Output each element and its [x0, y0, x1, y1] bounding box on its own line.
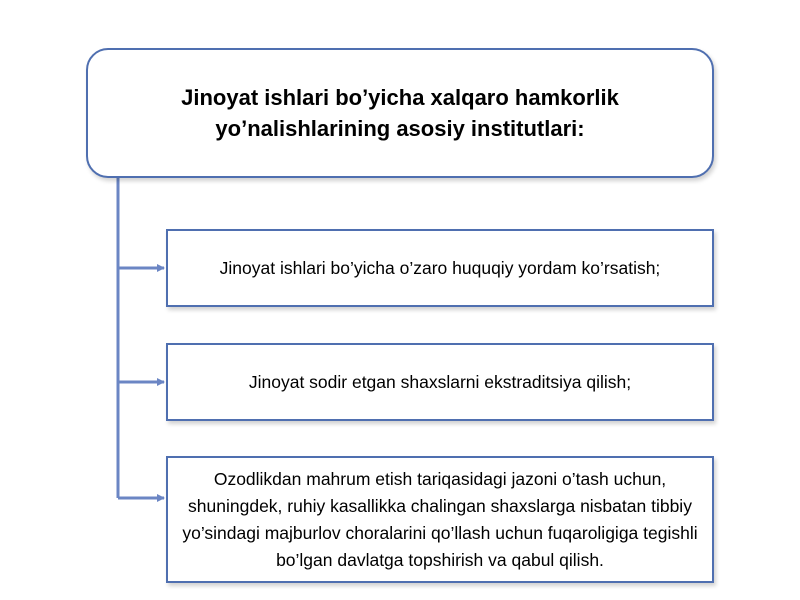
diagram-child-text-3: Ozodlikdan mahrum etish tariqasidagi jazoni o’tash uchun, shuningdek, ruhiy kasallikka chalingan shaxslarga nisbatan tibbiy yo’sindagi majburlov choralarini qo’llash uchun fuqaroligiga tegishli bo’lgan davlatga topshirish va qabul qilish.: [182, 468, 698, 570]
diagram-child-node-3: [166, 456, 714, 583]
diagram-child-node-2: [166, 343, 714, 421]
diagram-root-title: Jinoyat ishlari bo’yicha xalqaro hamkorlik yo’nalishlarining asosiy institutlari:: [181, 85, 619, 141]
diagram-child-text-2: Jinoyat sodir etgan shaxslarni ekstraditsiya qilish;: [248, 371, 632, 392]
diagram-child-text-1: Jinoyat ishlari bo’yicha o’zaro huquqiy yordam ko’rsatish;: [219, 257, 661, 278]
diagram-child-node-1: [166, 229, 714, 307]
diagram-root-node: [86, 48, 714, 178]
